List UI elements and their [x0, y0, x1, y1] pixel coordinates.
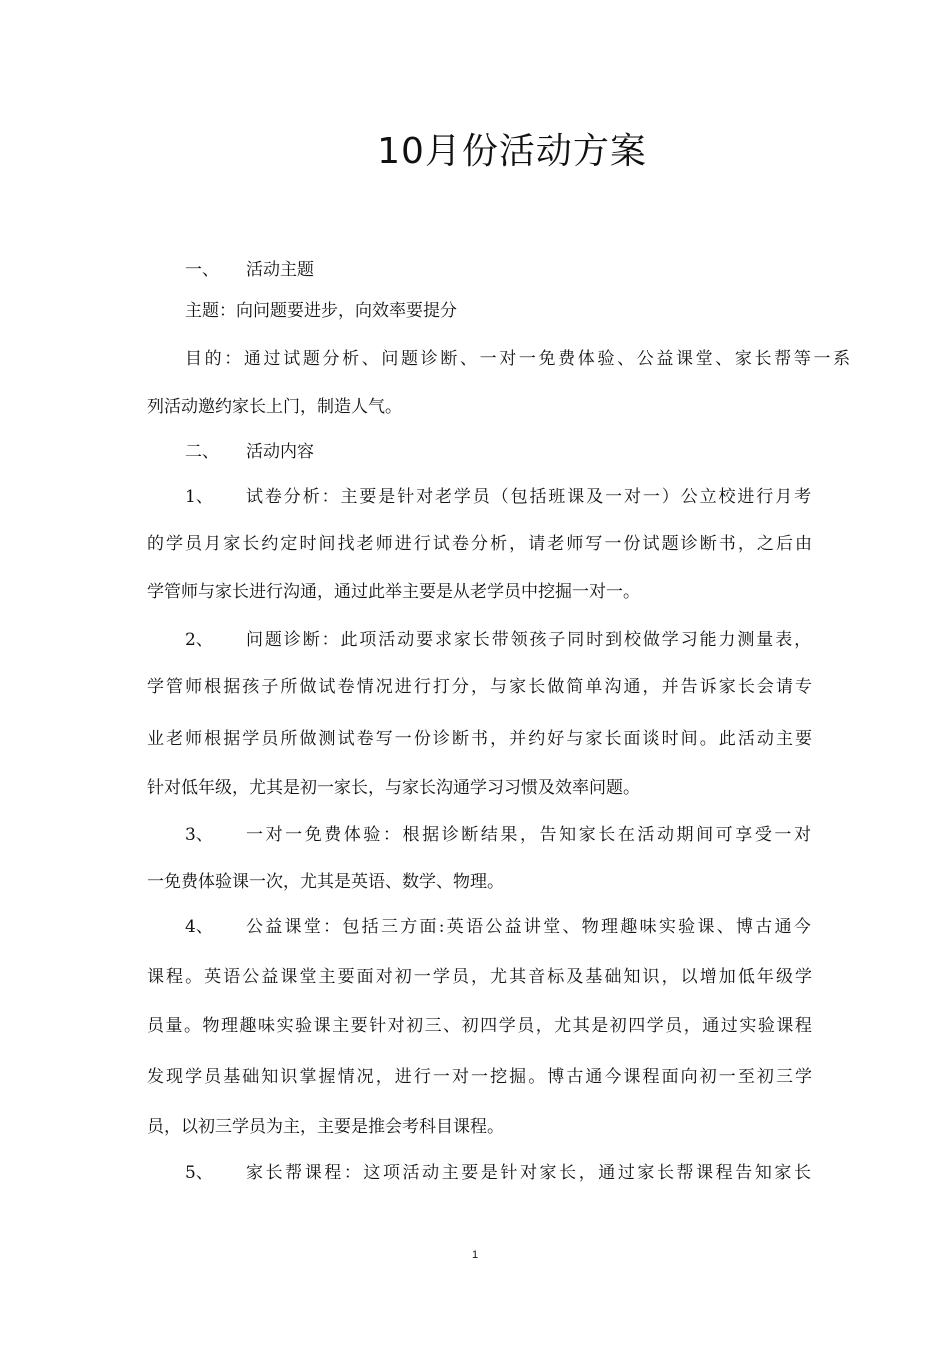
- item-line: 员量。物理趣味实验课主要针对初三、初四学员，尤其是初四学员，通过实验课程: [147, 1016, 814, 1036]
- purpose-line: 目的：通过试题分析、问题诊断、一对一免费体验、公益课堂、家长帮等一系: [185, 349, 853, 369]
- item-line: 课程。英语公益课堂主要面对初一学员，尤其音标及基础知识，以增加低年级学: [147, 967, 815, 987]
- item-number: 5、: [185, 1163, 213, 1183]
- item-line: 一对一免费体验：根据诊断结果，告知家长在活动期间可享受一对: [246, 825, 814, 845]
- item-line: 问题诊断：此项活动要求家长带领孩子同时到校做学习能力测量表，: [246, 630, 813, 650]
- section-heading: 活动内容: [246, 442, 314, 462]
- section-heading: 活动主题: [246, 260, 314, 280]
- item-line: 员，以初三学员为主，主要是推会考科目课程。: [147, 1117, 504, 1137]
- item-line: 试卷分析：主要是针对老学员（包括班课及一对一）公立校进行月考: [246, 487, 813, 507]
- item-number: 1、: [185, 487, 213, 507]
- theme-line: 主题：向问题要进步，向效率要提分: [185, 301, 457, 321]
- item-line: 一免费体验课一次，尤其是英语、数学、物理。: [147, 872, 504, 892]
- item-line: 学管师与家长进行沟通，通过此举主要是从老学员中挖掘一对一。: [147, 582, 640, 602]
- item-number: 4、: [185, 917, 213, 937]
- item-line: 公益课堂：包括三方面:英语公益讲堂、物理趣味实验课、博古通今: [246, 917, 814, 937]
- item-line: 的学员月家长约定时间找老师进行试卷分析，请老师写一份试题诊断书，之后由: [147, 534, 815, 554]
- item-line: 业老师根据学员所做测试卷写一份诊断书，并约好与家长面谈时间。此活动主要: [147, 729, 815, 749]
- purpose-line: 列活动邀约家长上门，制造人气。: [147, 397, 402, 417]
- item-line: 家长帮课程：这项活动主要是针对家长，通过家长帮课程告知家长: [246, 1163, 814, 1183]
- item-line: 发现学员基础知识掌握情况，进行一对一挖掘。博古通今课程面向初一至初三学: [147, 1067, 815, 1087]
- page-number: 1: [471, 1249, 479, 1261]
- item-number: 3、: [185, 825, 213, 845]
- item-line: 学管师根据孩子所做试卷情况进行打分，与家长做简单沟通，并告诉家长会请专: [147, 677, 815, 697]
- section-number: 一、: [185, 260, 219, 280]
- item-line: 针对低年级，尤其是初一家长，与家长沟通学习习惯及效率问题。: [147, 778, 640, 798]
- item-number: 2、: [185, 630, 213, 650]
- section-number: 二、: [185, 442, 219, 462]
- document-title: 10月份活动方案: [377, 131, 647, 172]
